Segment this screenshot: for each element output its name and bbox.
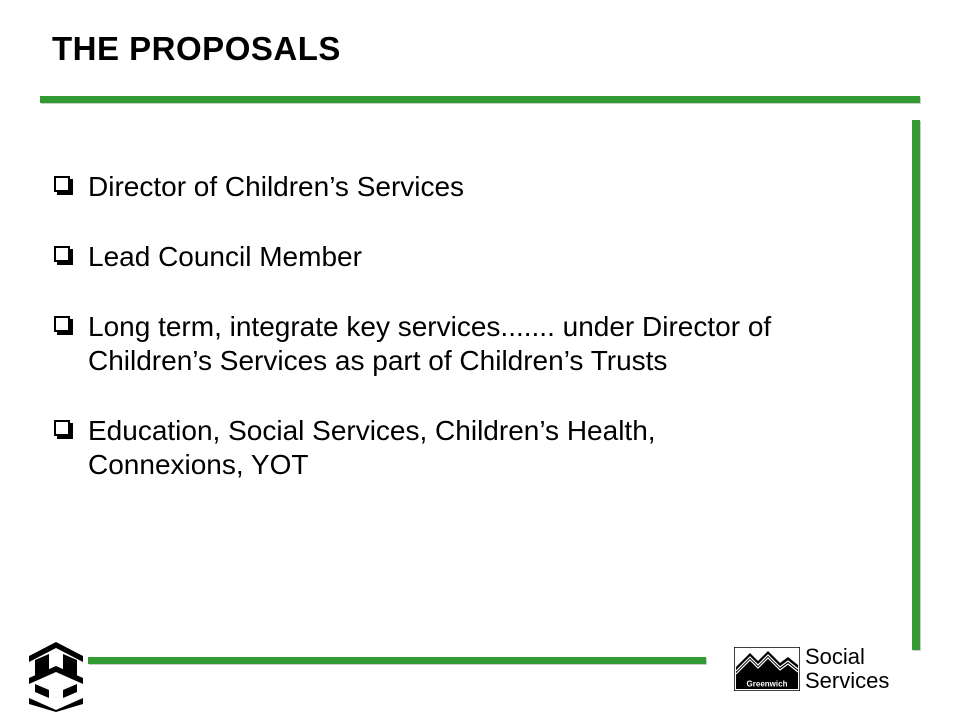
list-item xyxy=(52,414,812,482)
square-bullet-icon xyxy=(54,246,70,262)
page-title: THE PROPOSALS xyxy=(52,30,341,67)
brand-line-services: Services xyxy=(805,668,890,693)
square-bullet-icon xyxy=(54,316,70,332)
bottom-divider xyxy=(88,657,706,664)
bullet-list xyxy=(52,170,812,518)
right-divider xyxy=(912,120,920,650)
list-item xyxy=(52,240,812,274)
square-bullet-icon xyxy=(54,176,70,192)
top-divider xyxy=(40,96,920,103)
bullet-text: Long term, integrate key services....... under Director of Children’s Services as part of Children’s Trusts xyxy=(88,311,772,376)
greenwich-label: Greenwich xyxy=(746,679,788,689)
list-item xyxy=(52,170,812,204)
bullet-text: Director of Children’s Services xyxy=(88,171,465,202)
bullet-text: Education, Social Services, Children’s Health, Connexions, YOT xyxy=(88,415,656,480)
list-item xyxy=(52,310,812,378)
greenwich-social-services-logo xyxy=(734,645,894,693)
square-bullet-icon xyxy=(54,420,70,436)
abstract-logo-icon xyxy=(27,640,85,712)
brand-line-social: Social xyxy=(805,644,865,669)
bullet-text: Lead Council Member xyxy=(88,241,362,272)
greenwich-roofline-icon xyxy=(734,647,800,691)
